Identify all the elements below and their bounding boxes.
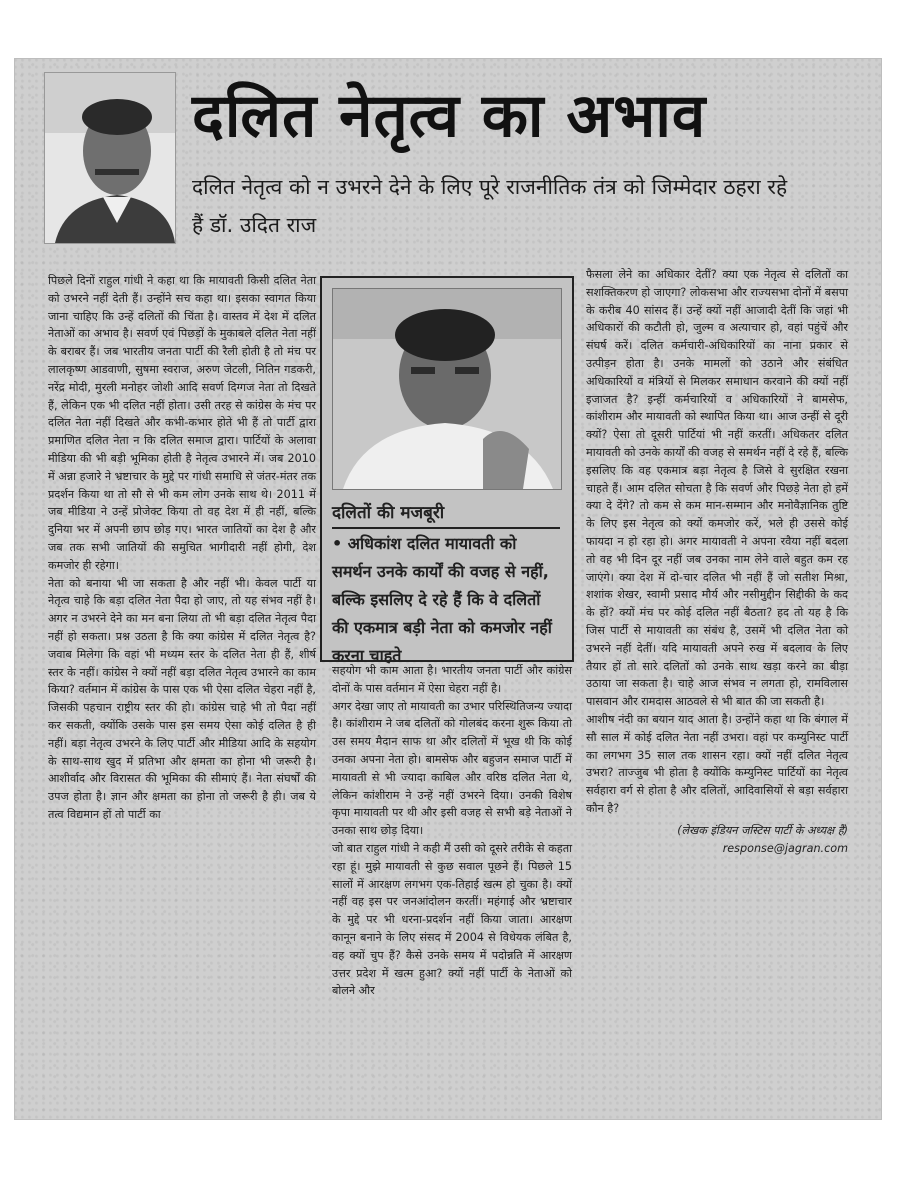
response-email: response@jagran.com	[722, 841, 848, 855]
author-portrait	[44, 72, 176, 244]
sidebar-heading: दलितों की मजबूरी	[332, 496, 560, 529]
author-credit: (लेखक इंडियन जस्टिस पार्टी के अध्यक्ष हैं)	[677, 823, 848, 837]
paragraph: फैसला लेने का अधिकार देतीं? क्या एक नेतृत्व से दलितों का सशक्तिकरण हो जाएगा? लोकसभा और राज्यसभा दोनों में बसपा के करीब 40 सांसद हैं। उन्हें क्यों नहीं आजादी देतीं कि जहां भी अधिकारों की कटौती हो, जुल्म व अत्याचार हो, वहां पहुंचें और संघर्ष करें। दलित कर्मचारी-अधिकारियों का नाना प्रकार से उत्पीड़न होता है। उनके मामलों को उठाने और संबंधित अधिकारियों व मंत्रियों से मिलकर समाधान करवाने की क्यों नहीं इजाजत है? इन्हीं कर्मचारियों व अधिकारियों ने बामसेफ, कांशीराम और मायावती को स्थापित किया था। आज उन्हीं से दूरी क्यों? ऐसा तो दूसरी पार्टियां भी नहीं करतीं। अधिकतर दलित मायावती को उनके कार्यों की वजह से समर्थन नहीं दे रहे हैं, बल्कि इसलिए कि वह एकमात्र बड़ा नेतृत्व है जिसे वे सुरक्षित रखना चाहते हैं। आम दलित सोचता है कि सवर्ण और पिछड़े नेता हो हमें क्या दे देंगे? तो कम से कम मान-सम्मान और मनोवैज्ञानिक तुष्टि के लिए इस नेतृत्व को क्यों कमजोर करें, भले ही उससे कोई फायदा न हो रहा हो। अगर मायावती ने अपना रवैया नहीं बदला तो वह भी दिन दूर नहीं जब उनका नाम लेने वाले बहुत कम रह जाएंगे। क्या देश में दो-चार दलित भी नहीं हैं जो सतीश मिश्रा, शशांक शेखर, स्वामी प्रसाद मौर्य और नसीमुद्दीन सिद्दीकी के कद के हों? क्यों मंच पर कोई दलित नहीं बैठता? हद तो यह है कि जिस पार्टी से मायावती का संबंध है, उसमें भी दलित नेता को उभरने नहीं देतीं। यदि मायावती अपने रुख में बदलाव के लिए तैयार हों तो सारे दलितों को उनके साथ खड़ा करने का बीड़ा उठाया जा सकता है। चाहे आज संभव न लगता हो, रामविलास पासवान और रामदास आठवले से भी बात की जा सकती है।	[586, 268, 848, 709]
pull-quote: • अधिकांश दलित मायावती को समर्थन उनके कार्यों की वजह से नहीं, बल्कि इसलिए दे रहे हैं कि वे दलितों की एकमात्र बड़ी नेता को कमजोर नहीं करना चाहते	[332, 534, 552, 665]
mayawati-photo	[332, 288, 562, 490]
newspaper-clipping	[14, 58, 882, 1120]
paragraph: नेता को बनाया भी जा सकता है और नहीं भी। केवल पार्टी या नेतृत्व चाहे कि बड़ा दलित नेता पैदा हो जाए, तो यह संभव नहीं है। अगर न उभरने देने का मन बना लिया तो भी बड़ा दलित नेतृत्व पैदा नहीं हो सकता। प्रश्न उठता है कि क्या कांग्रेस में दलित नेतृत्व है? जवाब मिलेगा कि वहां भी मध्यम स्तर के दलित नेता ही हैं, शीर्ष स्तर के नहीं। कांग्रेस ने क्यों नहीं बड़ा दलित नेतृत्व उभारने का काम किया? वर्तमान में कांग्रेस के पास एक भी ऐसा दलित चेहरा नहीं है, जिसकी पहचान राष्ट्रीय स्तर की हो। कांग्रेस चाहे भी तो पैदा नहीं कर सकती, क्योंकि उसके पास इस समय ऐसा कोई दलित है ही नहीं। बड़ा नेतृत्व उभरने के लिए पार्टी और मीडिया आदि के सहयोग के साथ-साथ खुद में प्रतिभा और क्षमता का होना भी जरूरी है। आशीर्वाद और विरासत की भूमिका की सीमाएं हैं। नेता संघर्षों की उपज होता है। ज्ञान और क्षमता का होना तो जरूरी है ही। जब ये तत्व विद्यमान हों तो पार्टी का	[48, 576, 316, 821]
article-column-3	[586, 266, 848, 857]
author-portrait-image	[45, 73, 175, 243]
mayawati-photo-image	[333, 289, 561, 489]
article-column-1	[48, 272, 316, 824]
sidebar-box	[320, 276, 574, 665]
paragraph: अगर देखा जाए तो मायावती का उभार परिस्थितिजन्य ज्यादा है। कांशीराम ने जब दलितों को गोलबंद करना शुरू किया तो उस समय मैदान साफ था और दलितों में भूख थी कि कोई उनका अपना नेता हो। बामसेफ और बहुजन समाज पार्टी में मायावती से भी ज्यादा काबिल और वरिष्ठ दलित नेता थे, लेकिन कांशीराम ने उन्हें नहीं उभरने दिया। उनकी विशेष कृपा मायावती पर थी और इसी वजह से सभी बड़े नेताओं ने उनका साथ छोड़ दिया।	[332, 699, 572, 838]
paragraph: सहयोग भी काम आता है। भारतीय जनता पार्टी और कांग्रेस दोनों के पास वर्तमान में ऐसा चेहरा नहीं है।	[332, 664, 572, 695]
paragraph: पिछले दिनों राहुल गांधी ने कहा था कि मायावती किसी दलित नेता को उभरने नहीं देती हैं। उन्होंने सच कहा था। इसका स्वागत किया जाना चाहिए कि उन्हें दलितों की चिंता है। वास्तव में देश में दलित नेताओं का अभाव है। सवर्ण एवं पिछड़ों के मुकाबले दलित नेता नहीं के बराबर हैं। जब भारतीय जनता पार्टी की रैली होती है तो मंच पर लालकृष्ण आडवाणी, सुषमा स्वराज, अरुण जेटली, नितिन गडकरी, नरेंद्र मोदी, मुरली मनोहर जोशी आदि सवर्ण दिग्गज नेता तो दिखते हैं, लेकिन एक भी दलित नहीं होता। उसी तरह से कांग्रेस के मंच पर दलित नेता नहीं दिखते और कभी-कभार होते भी हैं तो पार्टी द्वारा प्रमाणित दलित नेता न कि दलित समाज द्वारा। पार्टियों के अलावा मीडिया की भी बड़ी भूमिका होती है नेतृत्व उभारने में। जब 2010 में अन्ना हजारे ने भ्रष्टाचार के मुद्दे पर गांधी समाधि से जंतर-मंतर तक प्रदर्शन किया था तो सौ से भी कम लोग उनके साथ थे। 2011 में जब मीडिया ने उन्हें प्रोजेक्ट किया तो वह देश में ही नहीं, बल्कि दुनिया भर में अपनी छाप छोड़ गए। भारत जातियों का देश है और जब तक सभी जातियों की समुचित भागीदारी नहीं होगी, देश कमजोर ही रहेगा।	[48, 274, 316, 572]
paragraph: जो बात राहुल गांधी ने कही मैं उसी को दूसरे तरीके से कहता रहा हूं। मुझे मायावती से कुछ सवाल पूछने हैं। पिछले 15 सालों में आरक्षण लगभग एक-तिहाई खत्म हो चुका है। क्यों नहीं वह इस पर जनआंदोलन करतीं। महंगाई और भ्रष्टाचार के मुद्दे पर भी धरना-प्रदर्शन नहीं किया जाता। आरक्षण कानून बनाने के लिए संसद में 2004 से विधेयक लंबित है, वह क्यों चुप हैं? कैसे उनके समय में पदोन्नति में आरक्षण उत्तर प्रदेश में खत्म हुआ? क्यों नहीं पार्टी के नेताओं को बोलने और	[332, 841, 572, 998]
subheadline: दलित नेतृत्व को न उभरने देने के लिए पूरे राजनीतिक तंत्र को जिम्मेदार ठहरा रहे हैं डॉ. उदित राज	[192, 175, 788, 237]
article-column-2	[332, 662, 572, 1000]
headline: दलित नेतृत्व का अभाव	[192, 81, 707, 151]
paragraph: आशीष नंदी का बयान याद आता है। उन्होंने कहा था कि बंगाल में सौ साल में कोई दलित नेता नहीं उभरा। वहां पर कम्युनिस्ट पार्टी का लगभग 35 साल तक शासन रहा। क्यों नहीं दलित नेतृत्व उभरा? ताज्जुब भी होता है क्योंकि कम्युनिस्ट पार्टियों का नेतृत्व सर्वहारा वर्ग से होता है और दलितों, आदिवासियों से बड़ा सर्वहारा कौन है?	[586, 712, 848, 815]
